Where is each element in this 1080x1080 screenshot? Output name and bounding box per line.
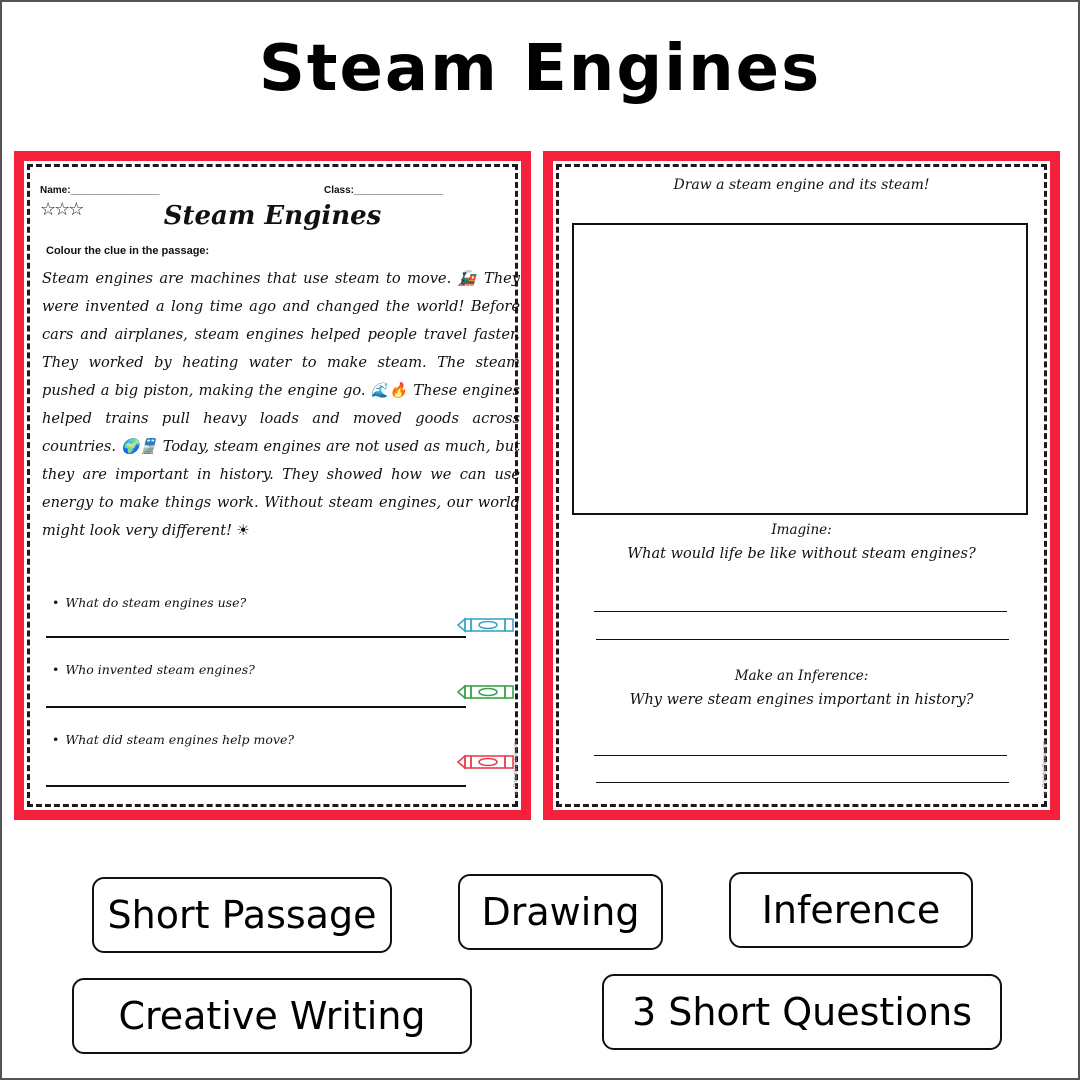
tag-short-questions[interactable]: 3 Short Questions — [602, 974, 1002, 1050]
question-item — [52, 595, 246, 610]
answer-line[interactable] — [46, 706, 466, 708]
bullet: • — [52, 732, 60, 747]
inference-heading: Make an Inference: — [734, 668, 869, 684]
drawing-prompt: Draw a steam engine and its steam! — [673, 177, 930, 193]
question-item — [52, 732, 294, 747]
worksheet-page-passage — [14, 151, 531, 820]
copyright-credit: © PrintableBazaar.com — [1042, 741, 1048, 795]
answer-line[interactable] — [46, 785, 466, 787]
answer-line[interactable] — [46, 636, 466, 638]
tag-creative-writing[interactable]: Creative Writing — [72, 978, 472, 1054]
rating-stars-icon: ☆☆☆ — [40, 199, 83, 220]
question-text: What did steam engines help move? — [65, 732, 295, 747]
inference-question: Why were steam engines important in history? — [629, 692, 974, 708]
tag-short-passage[interactable]: Short Passage — [92, 877, 392, 953]
question-item — [52, 662, 255, 677]
worksheet-page-drawing — [543, 151, 1060, 820]
copyright-credit: © PrintableBazaar.com — [513, 741, 519, 795]
imagine-question: What would life be like without steam engines? — [627, 546, 976, 562]
bullet: • — [52, 595, 60, 610]
writing-line[interactable] — [596, 639, 1009, 640]
question-text: Who invented steam engines? — [65, 662, 255, 677]
worksheet-title: Steam Engines — [163, 201, 382, 231]
writing-line[interactable] — [596, 782, 1009, 783]
instruction-text: Colour the clue in the passage: — [46, 245, 210, 257]
crayon-green-icon — [456, 683, 516, 701]
name-field-label: Name:________________ — [40, 185, 160, 196]
writing-line[interactable] — [594, 611, 1007, 612]
imagine-heading: Imagine: — [771, 522, 832, 538]
crayon-blue-icon — [456, 616, 516, 634]
drawing-area[interactable] — [572, 223, 1028, 515]
crayon-red-icon — [456, 753, 516, 771]
question-text: What do steam engines use? — [65, 595, 247, 610]
tag-drawing[interactable]: Drawing — [458, 874, 663, 950]
writing-line[interactable] — [594, 755, 1007, 756]
reading-passage: Steam engines are machines that use steam to move. 🚂 They were invented a long time ago and changed the world! Before cars and airplanes, steam engines helped people travel faster. They worked by heating water to make steam. The steam pushed a big piston, making the engine go. 🌊🔥 These engines helped trains pull heavy loads and moved goods across countries. 🌍🚆 Today, steam engines are not used as much, but they are important in history. They showed how we can use energy to make things work. Without steam engines, our world might look very different! ☀ — [42, 270, 520, 539]
tag-inference[interactable]: Inference — [729, 872, 973, 948]
bullet: • — [52, 662, 60, 677]
page-title: Steam Engines — [258, 32, 822, 106]
class-field-label: Class:________________ — [324, 185, 443, 196]
